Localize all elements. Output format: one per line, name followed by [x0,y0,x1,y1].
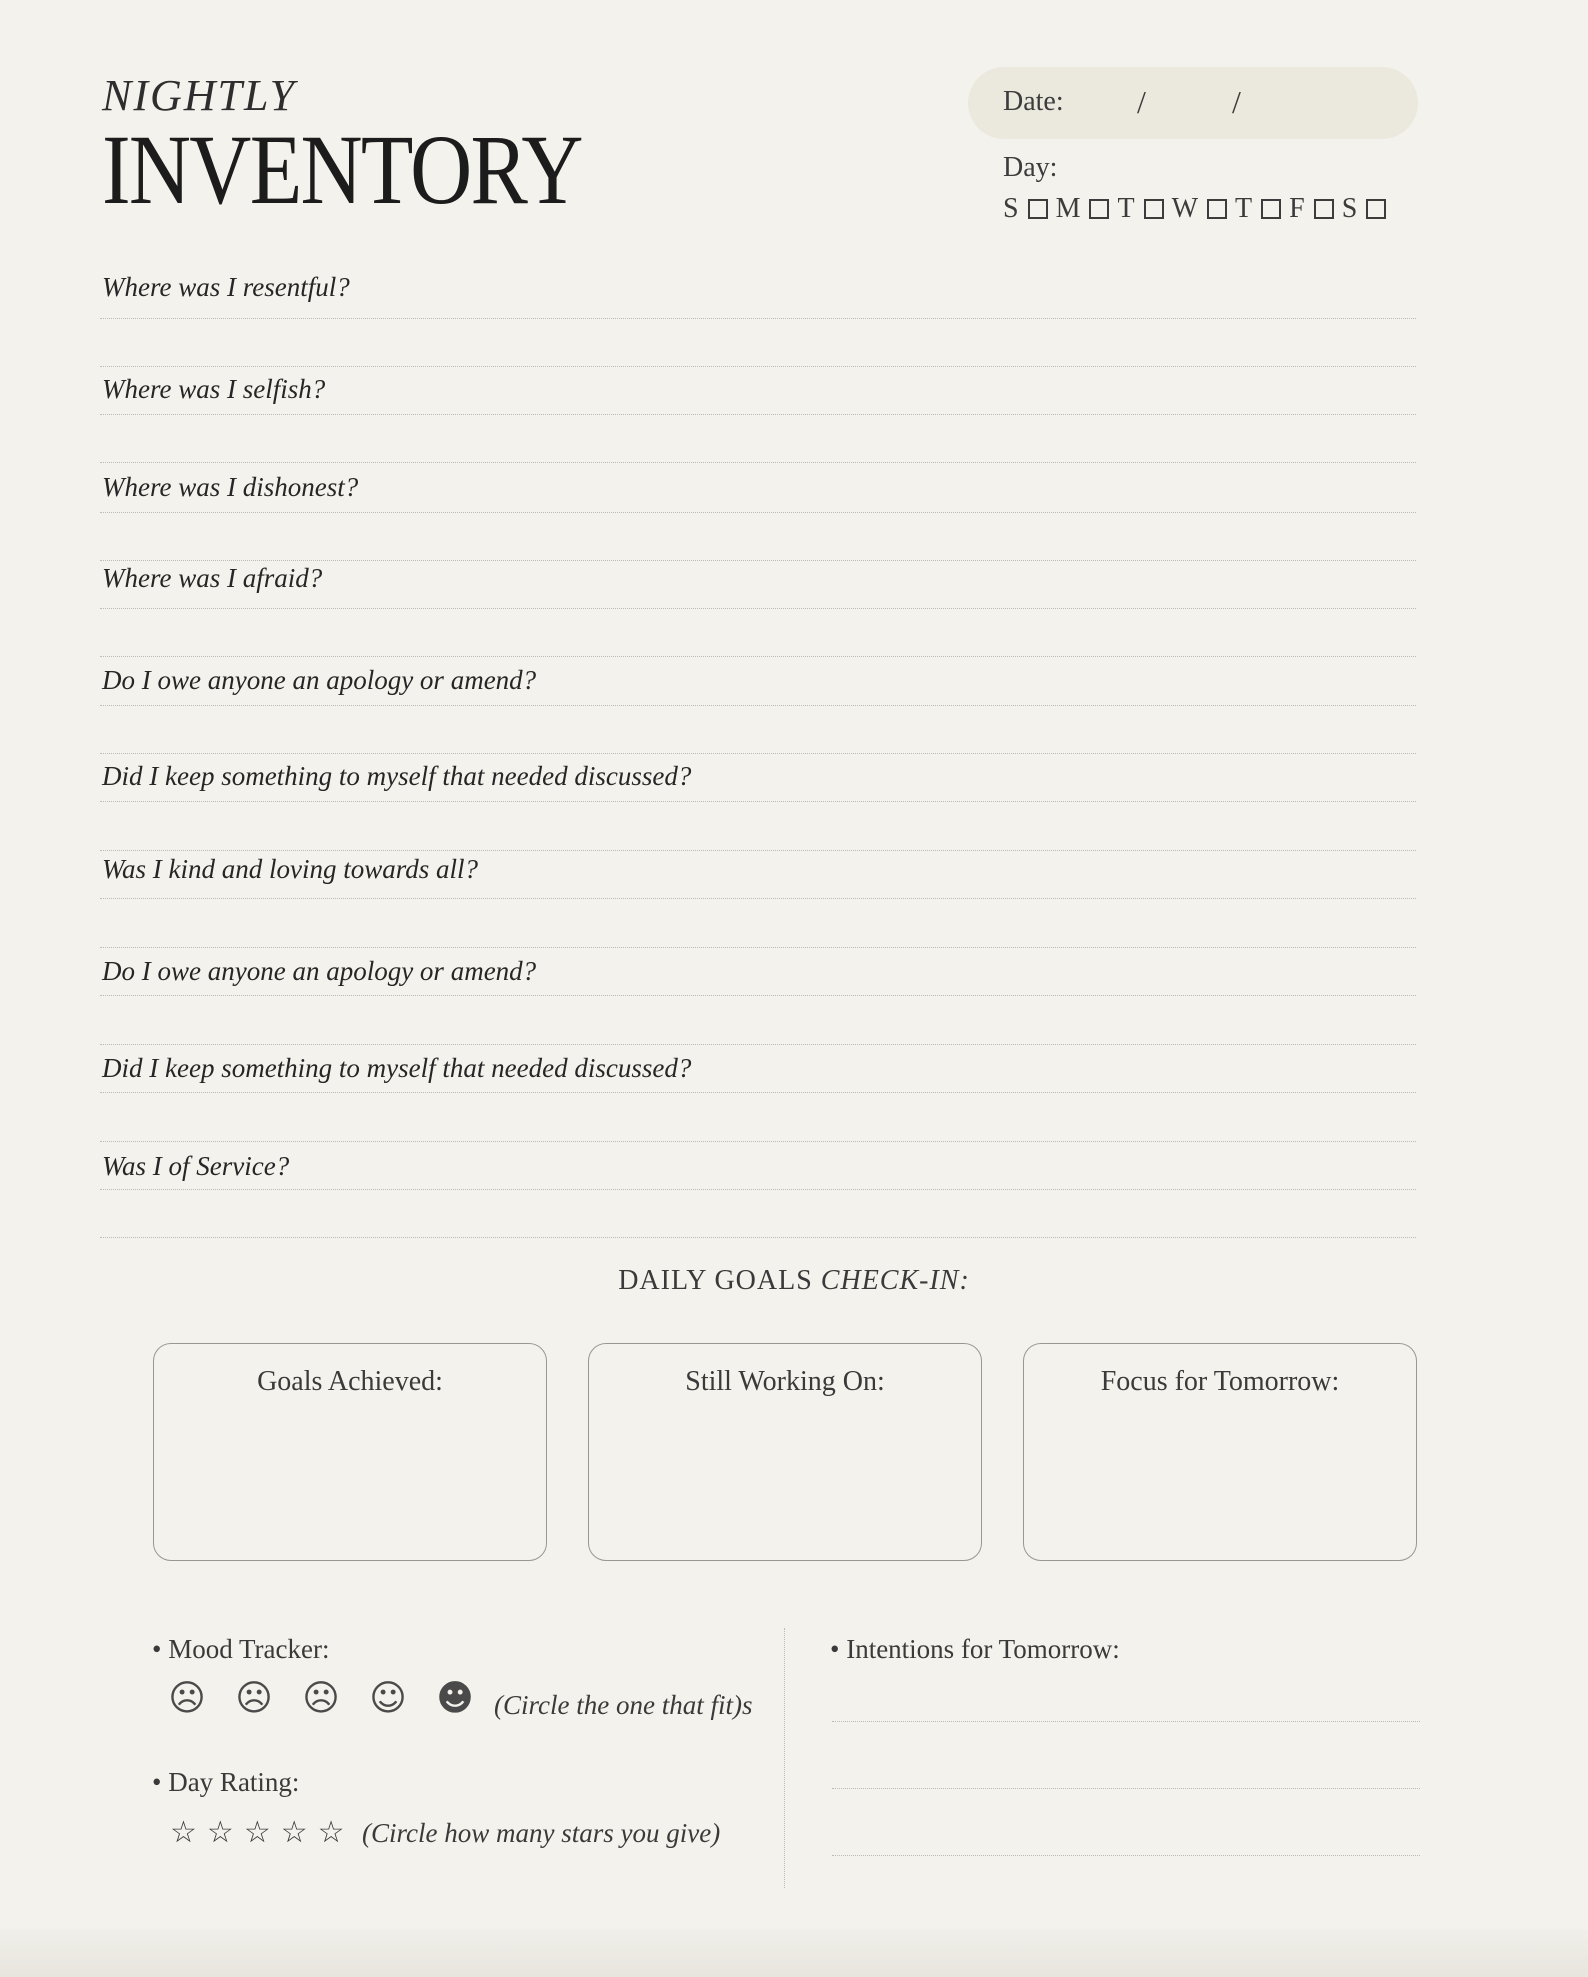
writing-line[interactable] [100,560,1416,561]
goals-heading [0,1265,1588,1297]
goal-box-title: Goals Achieved: [257,1366,443,1397]
intention-line[interactable] [832,1855,1420,1856]
day-letter: M [1055,193,1082,224]
writing-line[interactable] [100,414,1416,415]
day-letter: T [1117,193,1136,224]
writing-line[interactable] [100,995,1416,996]
mood-tracker-label: • Mood Tracker: [152,1634,330,1664]
title-inventory: INVENTORY [102,114,582,225]
day-label: Day: [1003,152,1058,183]
star-icon[interactable]: ☆ [170,1815,197,1850]
day-checkbox[interactable] [1261,199,1281,219]
rating-note: (Circle how many stars you give) [362,1818,721,1848]
day-letter: T [1235,193,1254,224]
day-option[interactable] [1235,193,1281,225]
writing-line[interactable] [100,1092,1416,1093]
writing-line[interactable] [100,705,1416,706]
prompt-question: Where was I resentful? [102,272,350,302]
prompt-question: Was I kind and loving towards all? [102,854,479,884]
intentions-label: • Intentions for Tomorrow: [830,1634,1120,1664]
day-checkbox[interactable] [1366,199,1386,219]
sad-face-icon[interactable]: ☹ [235,1678,273,1719]
date-separator: / [1137,84,1146,120]
prompt-question: Where was I dishonest? [102,472,359,502]
day-letter: W [1171,193,1200,224]
writing-line[interactable] [100,1189,1416,1190]
day-option[interactable] [1117,193,1163,225]
writing-line[interactable] [100,1237,1416,1238]
title-nightly: NIGHTLY [102,71,297,120]
focus-for-tomorrow-box[interactable] [1023,1343,1417,1561]
writing-line[interactable] [100,656,1416,657]
star-icon[interactable]: ☆ [317,1815,345,1850]
day-option[interactable] [1003,193,1048,225]
neutral-face-icon[interactable]: ☹ [302,1678,340,1719]
day-letter: S [1003,193,1020,224]
date-separator: / [1232,84,1241,120]
prompt-question: Did I keep something to myself that needed discussed? [102,1053,692,1083]
day-checkbox[interactable] [1314,199,1334,219]
goal-box-title: Still Working On: [685,1366,885,1397]
goals-heading-italic: CHECK-IN: [820,1265,970,1296]
intention-line[interactable] [832,1788,1420,1789]
star-icon[interactable]: ☆ [206,1815,234,1850]
prompt-question: Was I of Service? [102,1151,290,1181]
prompt-question: Where was I afraid? [102,563,323,593]
day-selector [1003,193,1386,225]
writing-line[interactable] [100,898,1416,899]
writing-line[interactable] [100,608,1416,609]
still-working-on-box[interactable] [588,1343,982,1561]
writing-line[interactable] [100,1141,1416,1142]
day-checkbox[interactable] [1028,199,1048,219]
writing-line[interactable] [100,512,1416,513]
star-rating [170,1815,345,1850]
day-checkbox[interactable] [1207,199,1227,219]
writing-line[interactable] [100,318,1416,319]
day-checkbox[interactable] [1089,199,1109,219]
writing-line[interactable] [100,1044,1416,1045]
day-letter: S [1341,193,1359,224]
day-checkbox[interactable] [1144,199,1164,219]
day-option[interactable] [1289,193,1334,225]
goal-box-title: Focus for Tomorrow: [1100,1366,1340,1397]
day-option[interactable] [1342,193,1387,225]
star-icon[interactable]: ☆ [243,1815,271,1850]
date-label: Date: [1003,86,1064,117]
mood-options [168,1680,474,1718]
goals-achieved-box[interactable] [153,1343,547,1561]
day-option[interactable] [1056,193,1110,225]
prompt-question: Where was I selfish? [102,374,326,404]
prompt-question: Do I owe anyone an apology or amend? [102,956,537,986]
smile-face-icon[interactable]: ☺ [369,1678,407,1719]
prompt-question: Did I keep something to myself that needed discussed? [102,761,692,791]
goals-heading-plain: DAILY GOALS [618,1265,821,1296]
section-divider [784,1628,785,1888]
day-option[interactable] [1172,193,1227,225]
mood-note: (Circle the one that fit)s [494,1690,753,1720]
prompt-question: Do I owe anyone an apology or amend? [102,665,537,695]
intention-line[interactable] [832,1721,1420,1722]
writing-line[interactable] [100,462,1416,463]
very-sad-face-icon[interactable]: ☹ [168,1678,206,1719]
page-shadow [0,1929,1588,1977]
writing-line[interactable] [100,366,1416,367]
laughing-face-icon[interactable]: ☻ [436,1678,474,1719]
writing-line[interactable] [100,947,1416,948]
writing-line[interactable] [100,753,1416,754]
writing-line[interactable] [100,801,1416,802]
star-icon[interactable]: ☆ [280,1815,308,1850]
writing-line[interactable] [100,850,1416,851]
day-rating-label: • Day Rating: [152,1767,300,1797]
day-letter: F [1289,193,1306,224]
